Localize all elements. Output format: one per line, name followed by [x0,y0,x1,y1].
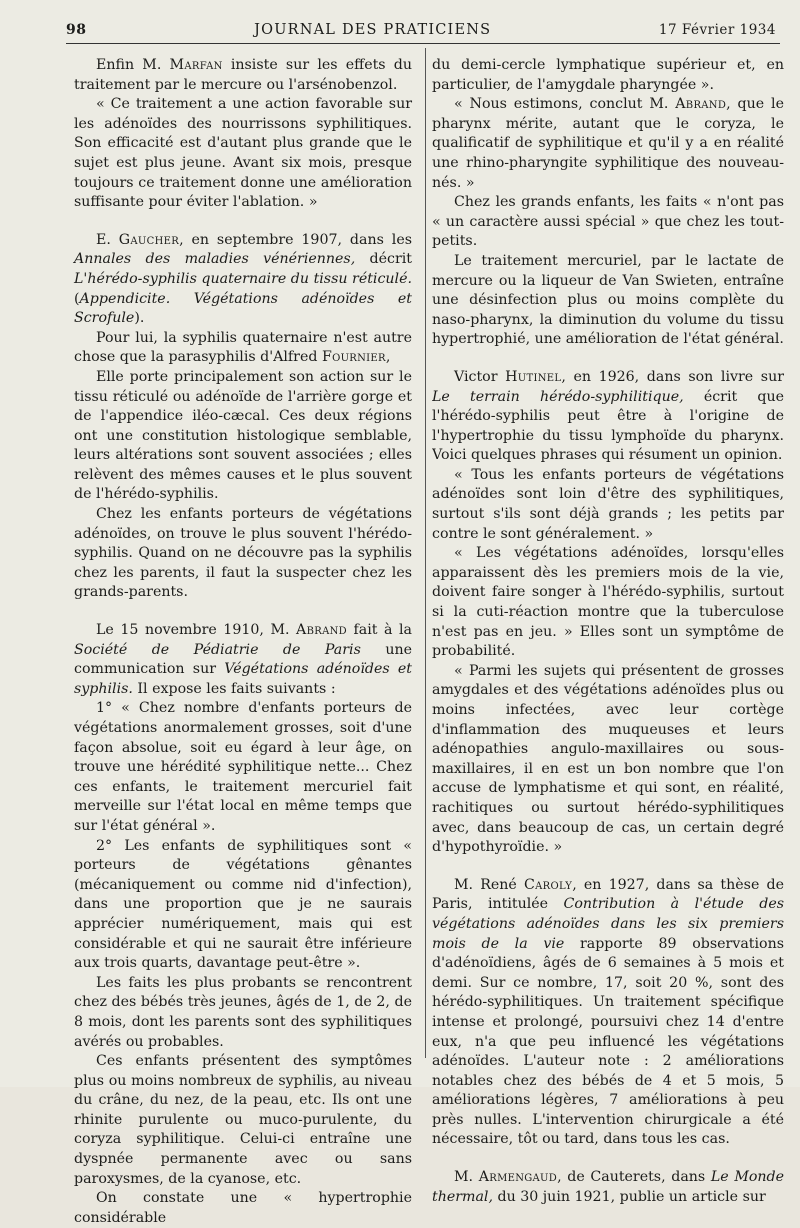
paragraph: Chez les enfants porteurs de végétations adénoïdes, on trouve le plus souvent l'hérédo-syphilis. Quand on ne découvre pas la syphilis chez les parents, il faut la suspecter chez les grands-parents. [74,506,412,601]
paragraph: Chez les grands enfants, les faits « n'ont pas « un caractère aussi spécial » que chez les tout-petits. [432,194,784,250]
author-name: Gaucher [118,231,180,248]
column-divider [425,48,426,1058]
paragraph: Le 15 novembre 1910, M. Abrand fait à la Société de Pédiatrie de Paris une communication sur Végétations adénoïdes et syphilis. Il expose les faits suivants : [74,622,413,697]
paragraph: Victor Hutinel, en 1926, dans son livre sur Le terrain hérédo-syphilitique, écrit que l'hérédo-syphilis peut être à l'origine de l'hypertrophie du tissu lymphoïde du pharynx. Voici quelques phrases qui résument un opinion. [432,368,784,464]
author-name: Abrand [675,96,727,113]
author-name: Abrand [296,622,347,639]
paragraph: E. Gaucher, en septembre 1907, dans les Annales des maladies vénériennes, décrit L'hérédo-syphilis quaternaire du tissu réticulé. (Appendicite. Végétations adénoïdes et Scrofule). [74,231,412,327]
paragraph: On constate une « hypertrophie considérable [74,1190,412,1226]
author-name: Fournier [321,349,386,366]
issue-date: 17 Février 1934 [658,22,776,38]
author-name: Caroly [524,876,573,893]
paragraph: Pour lui, la syphilis quaternaire n'est autre chose que la parasyphilis d'Alfred Fournier, [74,329,412,366]
page-number: 98 [66,22,87,38]
paragraph: « Parmi les sujets qui présentent de grosses amygdales et des végétations adénoïdes plus ou moins infectées, avec leur cortège d'inflammation des muqueuses et leurs adénopathies angulo-maxillaires ou sous-maxillaires, il en est un bon nombre que l'on accuse de lymphatisme et qui sont, en réalité, rachitiques ou surtout hérédo-syphilitiques avec, dans beaucoup de cas, un certain degré d'hypothyroïdie. » [432,662,784,856]
paragraph: 2° Les enfants de syphilitiques sont « porteurs de végétations gênantes (mécaniquement ou comme nid d'infection), dans une proportion que je ne saurais apprécier numériquement, mais qui est considérable et qui ne saurait être inférieure aux trois quarts, davantage peut-être ». [74,837,412,972]
right-column [432,56,784,1207]
paragraph: du demi-cercle lymphatique supérieur et, en particulier, de l'amygdale pharyngée ». [432,57,784,93]
author-name: Marfan [169,57,223,73]
paragraph: Les faits les plus probants se rencontrent chez des bébés très jeunes, âgés de 1, de 2, de 8 mois, dont les parents sont des syphilitiques avérés ou probables. [74,974,412,1050]
author-name: Hutinel [505,368,562,385]
author-name: Armengaud [478,1169,558,1186]
paragraph: « Les végétations adénoïdes, lorsqu'elles apparaissent dès les premiers mois de la vie, doivent faire songer à l'hérédo-syphilis, surtout si la cuti-réaction montre que la tuberculose n'est pas en jeu. » Elles sont un symptôme de probabilité. [432,545,784,660]
paragraph: « Tous les enfants porteurs de végétations adénoïdes sont loin d'être des syphilitiques, surtout s'ils sont déjà grands ; les petits par contre le sont généralement. » [432,466,784,542]
left-column [74,56,412,1228]
paragraph: « Nous estimons, conclut M. Abrand, que le pharynx mérite, autant que le coryza, le qualificatif de syphilitique et qu'il y a en réalité une rhino-pharyngite syphilitique des nouveau-nés. » [432,96,784,191]
header-rule [66,43,780,44]
paragraph: Elle porte principalement son action sur le tissu réticulé ou adénoïde de l'arrière gorge et de l'appendice iléo-cæcal. Ces deux régions ont une constitution histologique semblable, leurs altérations sont souvent associées ; elles relèvent des mêmes causes et le plus souvent de l'hérédo-syphilis. [74,368,412,503]
paragraph: Le traitement mercuriel, par le lactate de mercure ou la liqueur de Van Swieten, entraîne une désinfection plus ou moins complète du naso-pharynx, la diminution du volume du tissu hypertrophié, une amélioration de l'état général. [432,252,784,348]
paragraph: 1° « Chez nombre d'enfants porteurs de végétations anormalement grosses, soit d'une façon absolue, soit eu égard à leur âge, on trouve une hérédité syphilitique nette... Chez ces enfants, le traitement mercuriel fait merveille sur l'état local en même temps que sur l'état général ». [74,700,412,834]
paragraph: M. René Caroly, en 1927, dans sa thèse de Paris, intitulée Contribution à l'étude des végétations adénoïdes dans les six premiers mois de la vie rapporte 89 observations d'adénoïdiens, âgés de 6 semaines à 5 mois et demi. Sur ce nombre, 17, soit 20 %, sont des hérédo-syphilitiques. Un traitement spécifique intense et prolongé, poursuivi chez 14 d'entre eux, n'a que peu influencé les végétations adénoïdes. L'auteur note : 2 améliorations notables chez des bébés de 4 et 5 mois, 5 améliorations légères, 7 améliorations à peu près nulles. L'intervention chirurgicale a été nécessaire, tôt ou tard, dans tous les cas. [432,876,784,1148]
paragraph: M. Armengaud, de Cauterets, dans Le Monde thermal, du 30 juin 1921, publie un article sur [432,1169,784,1205]
journal-title: JOURNAL DES PRATICIENS [254,22,492,38]
page-header [66,18,776,42]
paragraph: « Ce traitement a une action favorable sur les adénoïdes des nourrissons syphilitiques. Son efficacité est d'autant plus grande que le sujet est plus jeune. Avant six mois, presque toujours ce traitement donne une amélioration suffisante pour éviter l'ablation. » [74,96,412,211]
paragraph: Ces enfants présentent des symptômes plus ou moins nombreux de syphilis, au niveau du crâne, du nez, de la peau, etc. Ils ont une rhinite purulente ou muco-purulente, du coryza syphilitique. Celui-ci entraîne une dyspnée permanente avec ou sans paroxysmes, de la cyanose, etc. [74,1053,412,1187]
paragraph: Enfin M. Marfan insiste sur les effets du traitement par le mercure ou l'arsénobenzol. [74,57,412,93]
